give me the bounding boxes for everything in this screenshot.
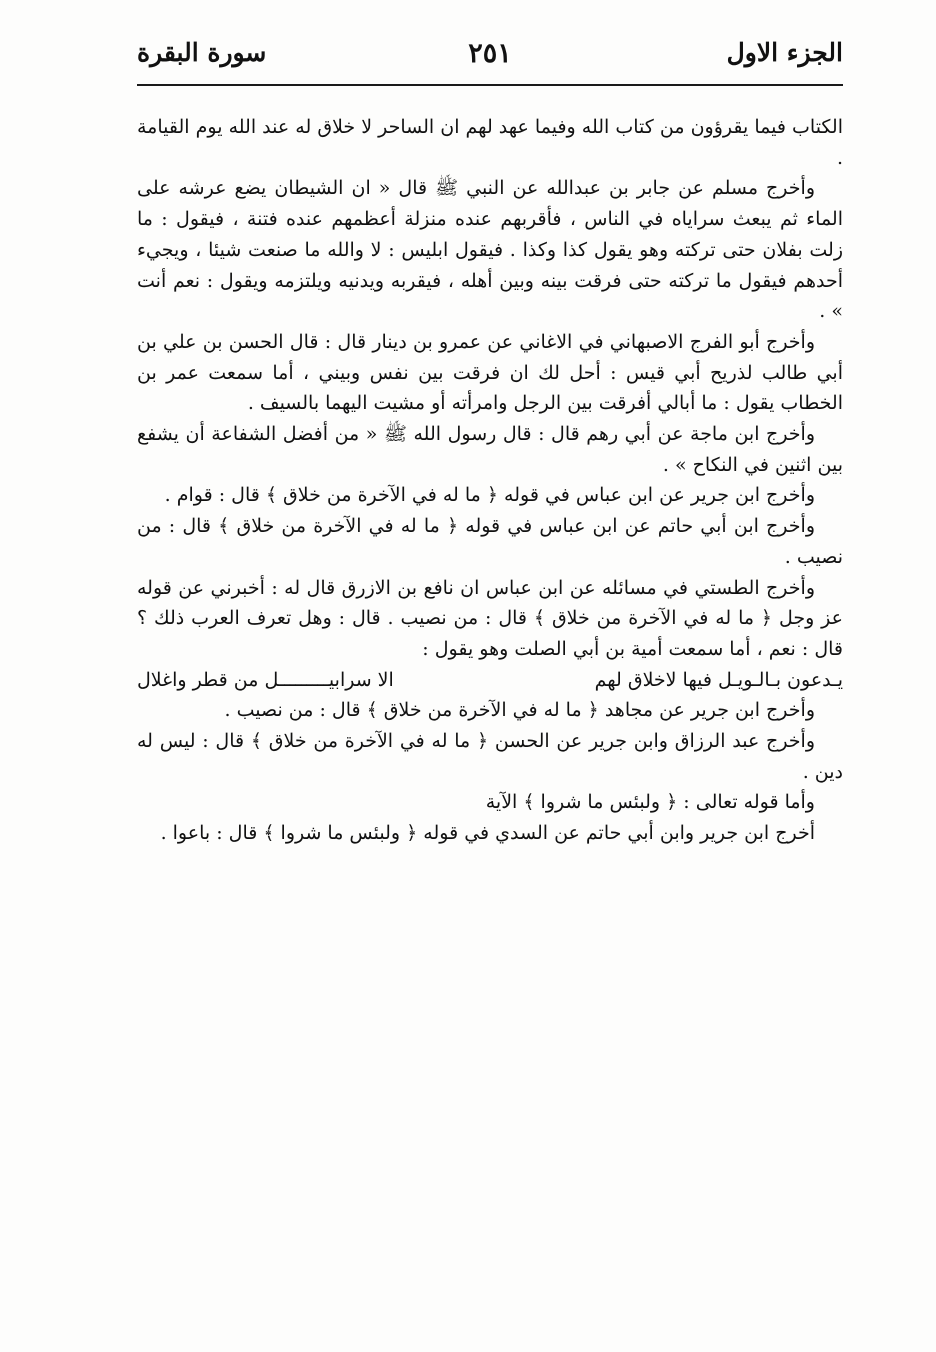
paragraph: وأخرج مسلم عن جابر بن عبدالله عن النبي ﷺ قال « ان الشيطان يضع عرشه على الماء ثم يبعث سراياه في الناس ، فأقربهم عنده منزلة أعظمهم عنده فتنة ، فيقول : ما زلت بفلان حتى تركته وهو يقول كذا وكذا . فيقول ابليس : لا والله ما صنعت شيئا ، ويجيء أحدهم فيقول ما تركته حتى فرقت بينه وبين أهله ، فيقربه ويدنيه ويلتزمه ويقول : نعم أنت » .: [137, 177, 843, 323]
paragraph: الكتاب فيما يقرؤون من كتاب الله وفيما عهد لهم ان الساحر لا خلاق له عند الله يوم القيامة .: [137, 116, 843, 169]
paragraph: وأخرج أبو الفرج الاصبهاني في الاغاني عن عمرو بن دينار قال : قال الحسن بن علي بن أبي طالب لذريح أبي قيس : أحل لك ان فرقت بين نفس وبيني ، أما سمعت عمر بن الخطاب يقول : ما أبالي أفرقت بين الرجل وامرأته أو مشيت اليهما بالسيف .: [137, 330, 843, 415]
paragraph: وأخرج ابن ماجة عن أبي رهم قال : قال رسول الله ﷺ « من أفضل الشفاعة أن يشفع بين اثنين في النكاح » .: [137, 423, 843, 476]
paragraph: وأخرج ابن جرير عن مجاهد ﴿ ما له في الآخرة من خلاق ﴾ قال : من نصيب .: [224, 699, 815, 722]
paragraph: وأخرج الطستي في مسائله عن ابن عباس ان نافع بن الازرق قال له : أخبرني عن قوله عز وجل ﴿ ما له في الآخرة من خلاق ﴾ قال : من نصيب . قال : وهل تعرف العرب ذلك ؟ قال : نعم ، أما سمعت أمية بن أبي الصلت وهو يقول :: [137, 576, 843, 660]
part-title: الجزء الاول: [726, 38, 843, 67]
verse-first-hemistich: يـدعون بـالـويـل فيها لاخلاق لهم: [594, 668, 843, 691]
poetry-verse: [137, 665, 843, 696]
paragraph: وأخرج ابن أبي حاتم عن ابن عباس في قوله ﴿ ما له في الآخرة من خلاق ﴾ قال : من نصيب .: [137, 515, 843, 568]
page-header: [137, 30, 843, 82]
surah-title: سورة البقرة: [137, 38, 267, 67]
paragraph: أخرج ابن جرير وابن أبي حاتم عن السدي في قوله ﴿ ولبئس ما شروا ﴾ قال : باعوا .: [160, 822, 815, 845]
page-number: ٢٥١: [468, 38, 512, 69]
paragraph: وأما قوله تعالى : ﴿ ولبئس ما شروا ﴾ الآية: [485, 791, 815, 814]
paragraph: وأخرج ابن جرير عن ابن عباس في قوله ﴿ ما له في الآخرة من خلاق ﴾ قال : قوام .: [164, 484, 815, 507]
verse-second-hemistich: الا سرابيـــــــــل من قطر واغلال: [137, 668, 394, 691]
body-text: [137, 112, 843, 849]
paragraph: وأخرج عبد الرزاق وابن جرير عن الحسن ﴿ ما له في الآخرة من خلاق ﴾ قال : ليس له دين .: [137, 730, 843, 783]
header-rule: [137, 84, 843, 86]
